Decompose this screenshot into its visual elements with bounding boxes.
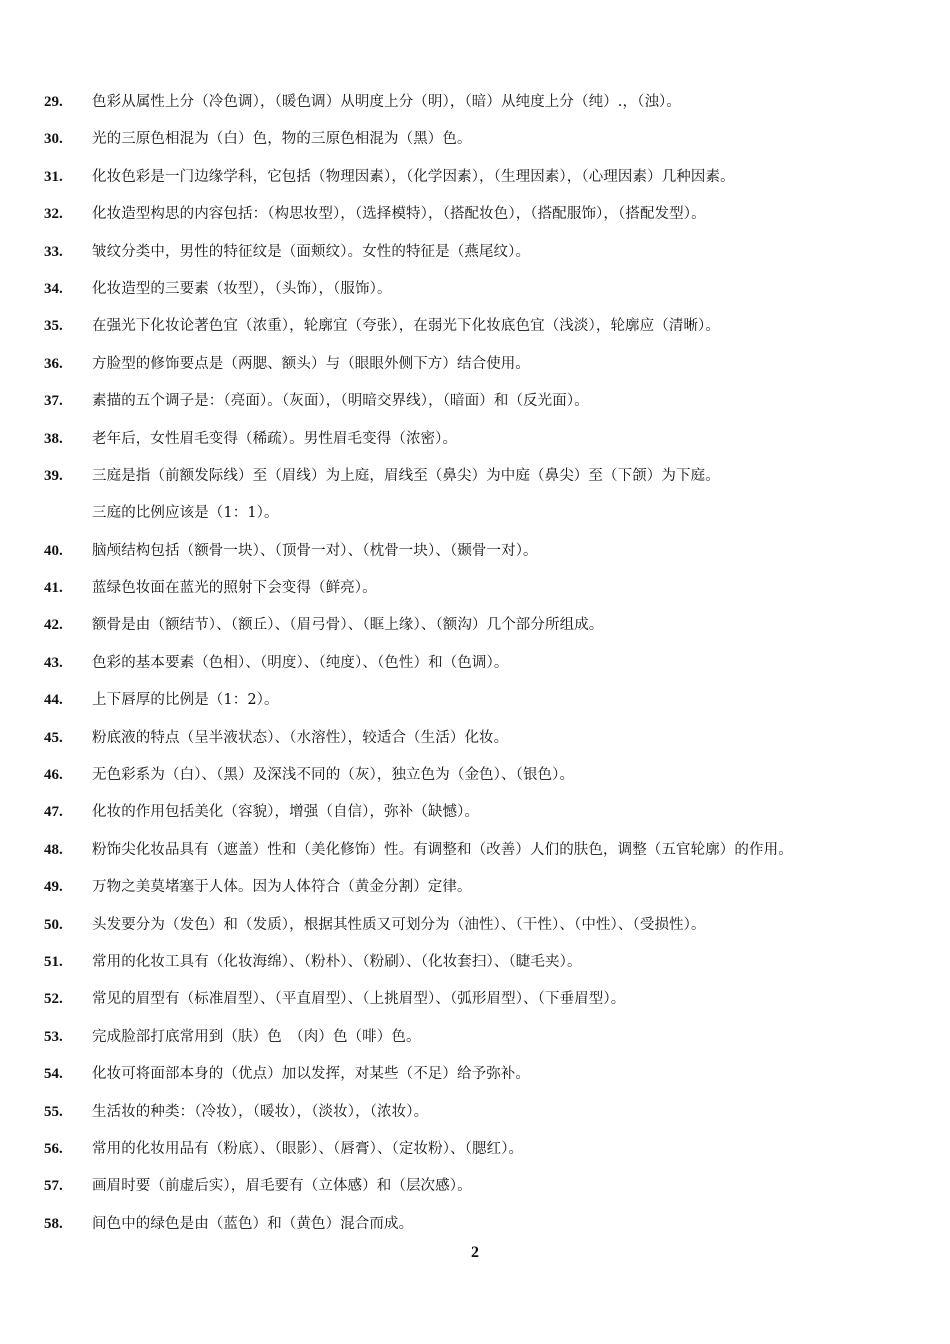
item-number: 38. (44, 430, 63, 447)
item-text: 三庭的比例应该是（1：1）。 (92, 505, 279, 522)
item-text: 常见的眉型有（标准眉型）、（平直眉型）、（上挑眉型）、（弧形眉型）、（下垂眉型）。 (92, 991, 626, 1008)
list-item (44, 383, 934, 420)
list-item (44, 1206, 934, 1243)
item-text: 头发要分为（发色）和（发质），根据其性质又可划分为（油性）、（干性）、（中性）、（受损性）。 (92, 916, 706, 933)
list-item (44, 533, 934, 570)
list-item (44, 1168, 934, 1205)
item-text: 无色彩系为（白）、（黑）及深浅不同的（灰），独立色为（金色）、（银色）。 (92, 767, 575, 784)
item-text: 画眉时要（前虚后实），眉毛要有（立体感）和（层次感）。 (92, 1178, 472, 1195)
item-number: 36. (44, 355, 63, 372)
list-item-continuation (44, 495, 934, 532)
item-text: 间色中的绿色是由（蓝色）和（黄色）混合而成。 (92, 1215, 414, 1232)
item-text: 常用的化妆用品有（粉底）、（眼影）、（唇膏）、（定妆粉）、（腮红）。 (92, 1140, 524, 1157)
list-item (44, 421, 934, 458)
list-item (44, 757, 934, 794)
list-item (44, 570, 934, 607)
item-text: 化妆的作用包括美化（容貌），增强（自信），弥补（缺憾）。 (92, 804, 480, 821)
item-text: 万物之美莫堵塞于人体。因为人体符合（黄金分割）定律。 (92, 879, 472, 896)
list-item (44, 84, 934, 121)
item-text: 粉底液的特点（呈半液状态）、（水溶性），较适合（生活）化妆。 (92, 729, 509, 746)
list-item (44, 607, 934, 644)
list-item (44, 944, 934, 981)
list-item (44, 907, 934, 944)
item-number: 50. (44, 916, 63, 933)
item-number: 57. (44, 1178, 63, 1195)
item-number: 32. (44, 206, 63, 223)
item-text: 上下唇厚的比例是（1：2）。 (92, 692, 279, 709)
item-text: 化妆造型的三要素（妆型），（头饰），（服饰）。 (92, 280, 392, 297)
list-item (44, 271, 934, 308)
question-list (44, 84, 934, 1243)
item-number: 54. (44, 1066, 63, 1083)
item-text: 蓝绿色妆面在蓝光的照射下会变得（鲜亮）。 (92, 580, 377, 597)
item-number: 42. (44, 617, 63, 634)
item-number: 40. (44, 542, 63, 559)
item-text: 素描的五个调子是：（亮面）。（灰面），（明暗交界线），（暗面）和（反光面）。 (92, 393, 589, 410)
item-number: 41. (44, 580, 63, 597)
item-number: 55. (44, 1103, 63, 1120)
item-text: 常用的化妆工具有（化妆海绵）、（粉朴）、（粉刷）、（化妆套扫）、（睫毛夹）。 (92, 953, 582, 970)
item-number: 31. (44, 168, 63, 185)
item-text: 化妆造型构思的内容包括：（构思妆型），（选择模特），（搭配妆色），（搭配服饰），（搭配发型）。 (92, 206, 706, 223)
item-number: 35. (44, 318, 63, 335)
item-text: 色彩从属性上分（冷色调），（暖色调）从明度上分（明），（暗）从纯度上分（纯）.，（浊）。 (92, 94, 682, 110)
page-number: 2 (471, 1244, 479, 1261)
list-item (44, 1131, 934, 1168)
item-number: 51. (44, 953, 63, 970)
item-text: 三庭是指（前额发际线）至（眉线）为上庭，眉线至（鼻尖）为中庭（鼻尖）至（下颌）为下庭。 (92, 467, 720, 484)
list-item (44, 234, 934, 271)
list-item (44, 1056, 934, 1093)
item-number: 44. (44, 692, 63, 709)
item-text: 化妆可将面部本身的（优点）加以发挥，对某些（不足）给予弥补。 (92, 1066, 530, 1083)
list-item (44, 121, 934, 158)
item-number: 29. (44, 94, 63, 110)
item-text: 完成脸部打底常用到（肤）色 （肉）色（啡）色。 (92, 1028, 421, 1045)
list-item (44, 1019, 934, 1056)
list-item (44, 869, 934, 906)
item-number: 45. (44, 729, 63, 746)
item-text: 方脸型的修饰要点是（两腮、额头）与（眼眼外侧下方）结合使用。 (92, 355, 530, 372)
item-text: 生活妆的种类：（冷妆），（暖妆），（淡妆），（浓妆）。 (92, 1103, 429, 1120)
list-item (44, 981, 934, 1018)
list-item (44, 645, 934, 682)
list-item (44, 794, 934, 831)
list-item (44, 1094, 934, 1131)
item-number: 58. (44, 1215, 63, 1232)
list-item (44, 458, 934, 495)
item-text: 化妆色彩是一门边缘学科，它包括（物理因素），（化学因素），（生理因素），（心理因素）几种因素。 (92, 168, 735, 185)
item-text: 光的三原色相混为（白）色，物的三原色相混为（黑）色。 (92, 131, 472, 148)
list-item (44, 308, 934, 345)
item-number: 37. (44, 393, 63, 410)
item-number: 56. (44, 1140, 63, 1157)
item-text: 粉饰尖化妆品具有（遮盖）性和（美化修饰）性。有调整和（改善）人们的肤色，调整（五官轮廓）的作用。 (92, 841, 793, 858)
list-item (44, 196, 934, 233)
list-item (44, 832, 934, 869)
item-number: 39. (44, 467, 63, 484)
item-text: 在强光下化妆论著色宜（浓重），轮廓宜（夸张），在弱光下化妆底色宜（浅淡），轮廓应（清晰）。 (92, 318, 720, 335)
item-text: 色彩的基本要素（色相）、（明度）、（纯度）、（色性）和（色调）。 (92, 654, 509, 671)
item-number: 46. (44, 767, 63, 784)
item-text: 脑颅结构包括（额骨一块）、（顶骨一对）、（枕骨一块）、（颞骨一对）。 (92, 542, 538, 559)
list-item (44, 682, 934, 719)
item-number: 52. (44, 991, 63, 1008)
item-number: 48. (44, 841, 63, 858)
item-text: 额骨是由（额结节）、（额丘）、（眉弓骨）、（眶上缘）、（额沟）几个部分所组成。 (92, 617, 604, 634)
item-number: 43. (44, 654, 63, 671)
item-number: 53. (44, 1028, 63, 1045)
item-number: 33. (44, 243, 63, 260)
item-text: 皱纹分类中，男性的特征纹是（面颊纹）。女性的特征是（燕尾纹）。 (92, 243, 531, 260)
list-item (44, 720, 934, 757)
list-item (44, 346, 934, 383)
list-item (44, 159, 934, 196)
item-number: 34. (44, 280, 63, 297)
item-number: 49. (44, 879, 63, 896)
item-number: 30. (44, 131, 63, 148)
item-number: 47. (44, 804, 63, 821)
item-text: 老年后，女性眉毛变得（稀疏）。男性眉毛变得（浓密）。 (92, 430, 458, 447)
